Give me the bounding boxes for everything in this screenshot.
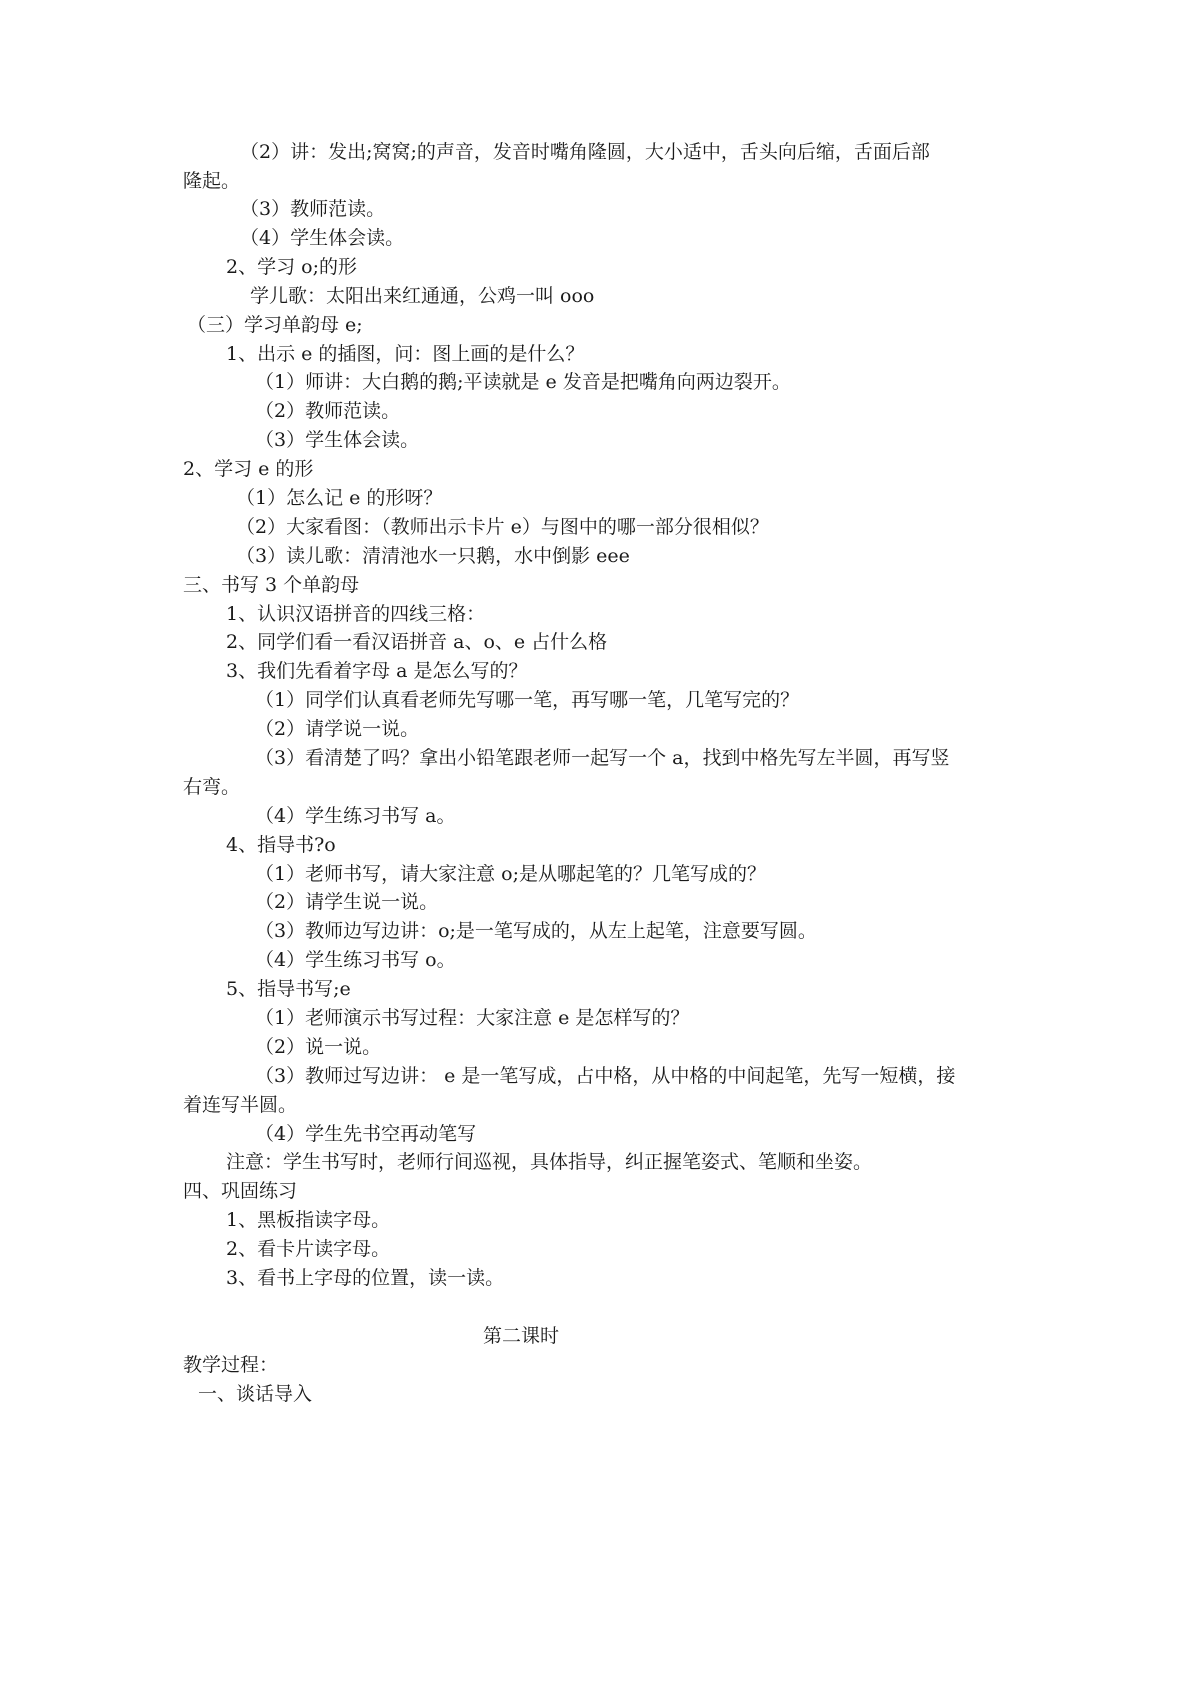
text-line: （2）请学说一说。 <box>255 718 420 740</box>
section-heading: 三、书写 3 个单韵母 <box>183 574 360 596</box>
note-line: 注意：学生书写时，老师行间巡视，具体指导，纠正握笔姿式、笔顺和坐姿。 <box>226 1151 873 1173</box>
text-line: （3）学生体会读。 <box>255 429 420 451</box>
text-line: （2）教师范读。 <box>255 400 401 422</box>
section-heading: 一、谈话导入 <box>198 1383 313 1405</box>
text-line: （3）看清楚了吗？拿出小铅笔跟老师一起写一个 a，找到中格先写左半圆，再写竖 <box>255 747 950 769</box>
text-line: 4、指导书?o <box>226 834 336 856</box>
text-line: 2、学习 e 的形 <box>183 458 314 480</box>
text-line: 右弯。 <box>183 776 241 798</box>
section-heading: （三）学习单韵母 e; <box>187 314 363 336</box>
text-line: 1、认识汉语拼音的四线三格： <box>226 603 486 625</box>
lesson-title: 第二课时 <box>483 1325 560 1347</box>
text-line: 着连写半圆。 <box>183 1094 298 1116</box>
text-line: （1）怎么记 e 的形呀？ <box>236 487 443 509</box>
text-line: （4）学生练习书写 o。 <box>255 949 456 971</box>
text-line: （4）学生练习书写 a。 <box>255 805 456 827</box>
text-line: 隆起。 <box>183 170 241 192</box>
text-line: 学儿歌：太阳出来红通通，公鸡一叫 ooo <box>250 285 595 307</box>
text-line: （3）教师范读。 <box>240 198 386 220</box>
text-line: 1、黑板指读字母。 <box>226 1209 391 1231</box>
text-line: 1、出示 e 的插图，问：图上画的是什么？ <box>226 343 585 365</box>
text-line: （3）教师过写边讲： e 是一笔写成，占中格，从中格的中间起笔，先写一短横，接 <box>255 1065 956 1087</box>
text-line: 5、指导书写;e <box>226 978 351 1000</box>
text-line: （2）大家看图：（教师出示卡片 e）与图中的哪一部分很相似？ <box>236 516 769 538</box>
text-line: 2、看卡片读字母。 <box>226 1238 391 1260</box>
text-line: （3）教师边写边讲：o;是一笔写成的，从左上起笔，注意要写圆。 <box>255 920 817 942</box>
text-line: （1）老师演示书写过程：大家注意 e 是怎样写的？ <box>255 1007 690 1029</box>
section-heading: 教学过程： <box>183 1354 279 1376</box>
text-line: 3、看书上字母的位置，读一读。 <box>226 1267 505 1289</box>
text-line: （2）说一说。 <box>255 1036 382 1058</box>
text-line: （4）学生体会读。 <box>240 227 405 249</box>
section-heading: 四、巩固练习 <box>183 1180 298 1202</box>
text-line: （1）师讲：大白鹅的鹅;平读就是 e 发音是把嘴角向两边裂开。 <box>255 371 791 393</box>
text-line: （2）讲：发出;窝窝;的声音，发音时嘴角隆圆，大小适中，舌头向后缩，舌面后部 <box>240 141 930 163</box>
text-line: 2、同学们看一看汉语拼音 a、o、e 占什么格 <box>226 631 608 653</box>
text-line: （1）同学们认真看老师先写哪一笔，再写哪一笔，几笔写完的？ <box>255 689 800 711</box>
text-line: （1）老师书写，请大家注意 o;是从哪起笔的？几笔写成的？ <box>255 863 766 885</box>
text-line: 2、学习 o;的形 <box>226 256 357 278</box>
text-line: （3）读儿歌：清清池水一只鹅，水中倒影 eee <box>236 545 630 567</box>
text-line: 3、我们先看着字母 a 是怎么写的？ <box>226 660 528 682</box>
text-line: （2）请学生说一说。 <box>255 891 439 913</box>
text-line: （4）学生先书空再动笔写 <box>255 1123 477 1145</box>
